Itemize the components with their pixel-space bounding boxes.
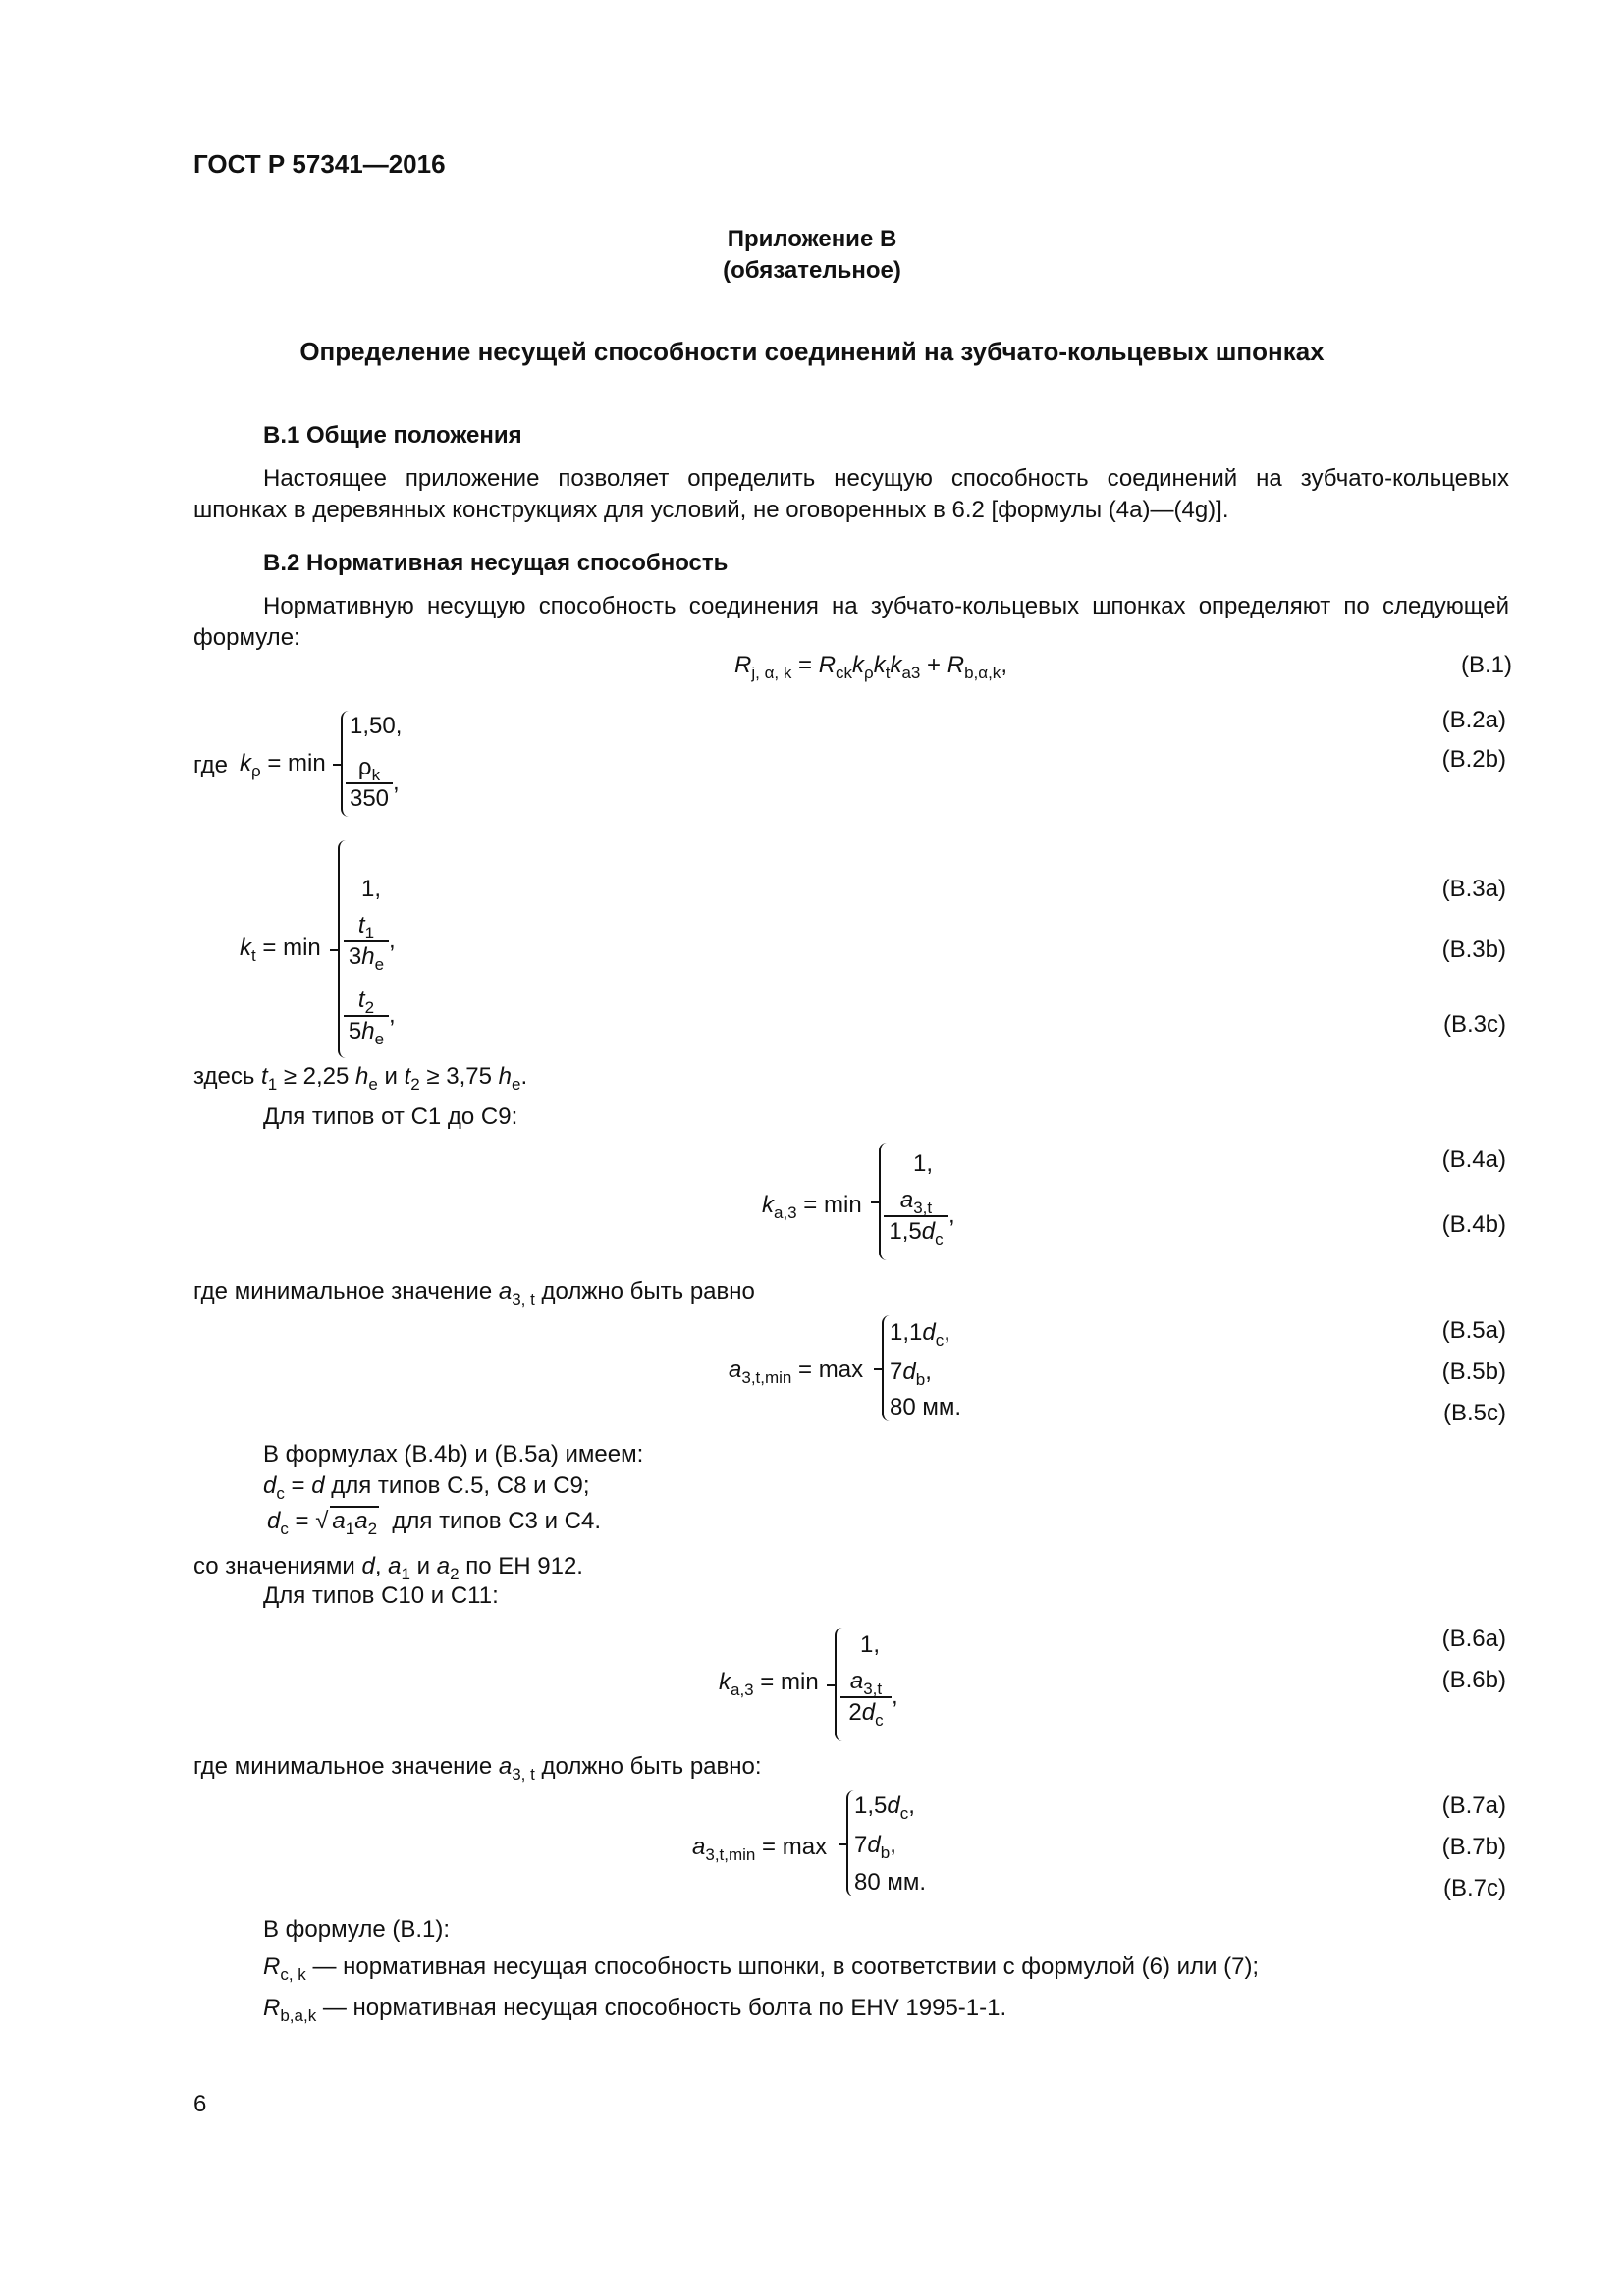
eq-number-b3a: (В.3a) (1441, 876, 1506, 902)
eq-number-b3c: (В.3c) (1442, 1011, 1506, 1038)
formula-b1: $R_{j, \alpha, k} = R_{ck}k_\rho k_tk_{a3} + R_{b,\alpha,k}$, (734, 652, 1007, 682)
dc-def-2: $d_c$ = √ $a_1a_2$ для типов С3 и С4. (267, 1508, 601, 1538)
formula-b7-value-2: $7d_b$, (854, 1832, 896, 1862)
formula-b3-fraction-2: $\frac{t_2}{5h_e}$ , (344, 986, 396, 1046)
section-b2-heading: В.2 Нормативная несущая способность (263, 550, 729, 576)
eq-number-b7a: (В.7a) (1441, 1792, 1506, 1819)
standard-code: ГОСТ Р 57341—2016 (193, 149, 446, 179)
with-values-text: со значениями d, $a_1$ и $a_2$ по ЕН 912. (193, 1553, 583, 1583)
eq-number-b4a: (В.4a) (1441, 1147, 1506, 1173)
in-formula-b1-text: В формуле (В.1): (263, 1916, 451, 1943)
eq-number-b5b: (В.5b) (1441, 1359, 1506, 1385)
rck-definition: $R_{c, k}$ — нормативная несущая способность шпонки, в соответствии с формулой (6) или (7); (263, 1953, 1260, 1984)
formula-b4-lhs: $k_{a,3} = \min$ (762, 1192, 862, 1222)
section-b1-heading: В.1 Общие положения (263, 422, 522, 449)
formula-b5-value-2: $7d_b$, (890, 1359, 932, 1389)
eq-number-b2a: (В.2a) (1441, 707, 1506, 733)
formula-b2-lhs: $k_\rho = \min$ (240, 750, 326, 780)
eq-number-b6b: (В.6b) (1441, 1667, 1506, 1693)
eq-number-b2b: (В.2b) (1441, 746, 1506, 773)
rbak-definition: $R_{b,a,k}$ — нормативная несущая способность болта по ЕНV 1995-1-1. (263, 1995, 1007, 2025)
formula-b6-value-1: 1, (860, 1631, 881, 1658)
in-formulas-text: В формулах (В.4b) и (В.5a) имеем: (263, 1441, 644, 1468)
types-c10-c11-text: Для типов С10 и С11: (263, 1582, 499, 1609)
eq-number-b1: (В.1) (1460, 652, 1512, 678)
section-b1-text: Настоящее приложение позволяет определить несущую способность соединений на зубчато-кольцевых шпонках в деревянных конструкциях для условий, не оговоренных в 6.2 [формулы (4а)—(4g)]. (193, 465, 1509, 523)
formula-b4-fraction: $\frac{a_{3,t}}{1,5d_c}$ , (884, 1186, 955, 1247)
formula-b6-lhs: $k_{a,3} = \min$ (719, 1669, 819, 1699)
formula-b5-value-3: 80 мм. (890, 1394, 962, 1420)
min-operator: min (824, 1192, 862, 1218)
formula-b2-value-1: 1,50, (350, 713, 403, 739)
min-operator: min (283, 934, 321, 961)
formula-b7-lhs: $a_{3,t,min} = \max$ (692, 1834, 828, 1864)
formula-b7-value-3: 80 мм. (854, 1869, 927, 1896)
eq-number-b4b: (В.4b) (1441, 1211, 1506, 1238)
types-c1-c9-text: Для типов от С1 до С9: (263, 1103, 518, 1130)
eq-number-b5c: (В.5c) (1442, 1400, 1506, 1426)
max-operator: max (818, 1357, 864, 1383)
max-operator: max (782, 1834, 828, 1860)
formula-b7-value-1: $1,5d_c$, (854, 1792, 915, 1823)
formula-b3-lhs: $k_t = \min$ (240, 934, 321, 965)
min-operator: min (288, 750, 326, 776)
formula-b3-fraction-1: $\frac{t_1}{3h_e}$ , (344, 911, 396, 972)
eq-number-b7c: (В.7c) (1442, 1875, 1506, 1901)
formula-b3-value-1: 1, (361, 876, 382, 902)
constraint-text: здесь $t_1 \ge 2,25$ $h_e$ и $t_2 \ge 3,75$ $h_e$. (193, 1063, 528, 1094)
eq-number-b3b: (В.3b) (1441, 936, 1506, 963)
eq-number-b6a: (В.6a) (1441, 1626, 1506, 1652)
formula-b4-value-1: 1, (913, 1150, 934, 1177)
formula-b5-value-1: $1,1d_c$, (890, 1319, 950, 1350)
formula-b2-fraction: $\frac{\rho_k}{350}$ , (346, 753, 400, 814)
dc-def-1: $d_c = d$ для типов С.5, С8 и С9; (263, 1472, 590, 1503)
eq-number-b5a: (В.5a) (1441, 1317, 1506, 1344)
formula-b2-where: где (193, 752, 229, 778)
page-number: 6 (193, 2091, 207, 2117)
eq-number-b7b: (В.7b) (1441, 1834, 1506, 1860)
appendix-status: (обязательное) (723, 257, 901, 284)
min-operator: min (781, 1669, 819, 1695)
min-a3t-text-1: где минимальное значение $a_{3, t}$ должно быть равно (193, 1278, 755, 1308)
appendix-title: Приложение В (727, 226, 897, 252)
min-a3t-text-2: где минимальное значение $a_{3, t}$ должно быть равно: (193, 1753, 762, 1784)
section-b2-text: Нормативную несущую способность соединения на зубчато-кольцевых шпонках определяют по следующей формуле: (193, 593, 1509, 651)
formula-b5-lhs: $a_{3,t,min} = \max$ (729, 1357, 864, 1387)
document-title: Определение несущей способности соединений на зубчато-кольцевых шпонках (299, 337, 1325, 366)
formula-b6-fraction: $\frac{a_{3,t}}{2d_c}$ , (840, 1667, 898, 1728)
